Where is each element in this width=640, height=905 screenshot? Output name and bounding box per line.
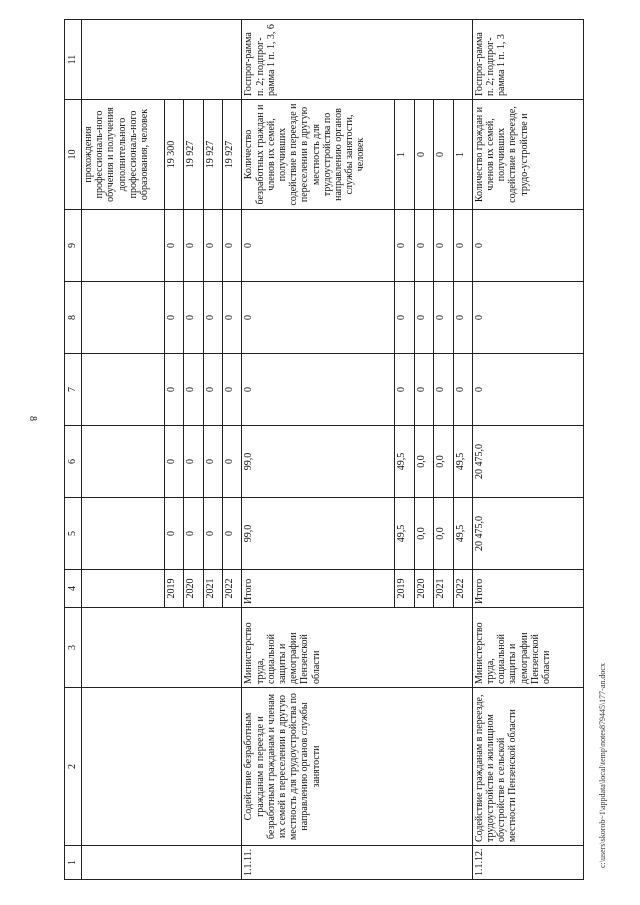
table-row: 2021 0,0 0,0 0 0 0 0: [434, 20, 453, 880]
col-header-7: 7: [65, 354, 82, 426]
col-header-8: 8: [65, 282, 82, 354]
col-header-2: 2: [65, 688, 82, 846]
table-row: 2019 49,5 49,5 0 0 0 1: [395, 20, 414, 880]
activity-name: Содействие гражданам в переезде, трудоустройстве и жилищном обустройстве в сельской местности Пензенской области: [472, 688, 583, 846]
table-row: 2022 0 0 0 0 0 19 927: [223, 20, 242, 880]
program-reference: Госпрог-рамма п. 2; подпрог-рамма 1 п. 1, 3: [472, 20, 583, 100]
row-1-1-12-total: 1.1.12. Содействие гражданам в переезде, трудоустройстве и жилищном обустройстве в сельской местности Пензенской области Министерство труда, социальной защиты и демографии Пензенской области Итого 20 475,0 20 475,0 0 0 0 Количество граждан и членов их семей, получивших содействие в переезде, трудо-устройстве и Госпрог-рамма п. 2; подпрог-рамма 1 п. 1, 3: [472, 20, 583, 880]
indicator: Количество безработных граждан и членов их семей, получивших содействие в переезде и переселении в другую местность для трудоустройства по направлению органов службы занятости, человек: [242, 100, 395, 210]
program-reference: Госпрог-рамма п. 2; подпрог-рамма 1 п. 1, 3, 6: [242, 20, 472, 100]
column-number-row: [65, 20, 82, 880]
row-number: 1.1.12.: [472, 846, 583, 880]
table-row: 2021 0 0 0 0 0 19 927: [203, 20, 222, 880]
col-header-6: 6: [65, 426, 82, 498]
table-row: 2022 49,5 49,5 0 0 0 1: [453, 20, 472, 880]
row-1-1-11-total: 1.1.11. Содействие безработным гражданам в переезде и безработным гражданам и членам их семей в переселении в другую местность для трудоустройства по направлению органов службы занятости Министерство труда, социальной защиты и демографии Пензенской области Итого 99,0 99,0 0 0 0 Количество безработных граждан и членов их семей, получивших содействие в переезде и переселении в другую местность для трудоустройства по направлению органов службы занятости, человек Госпрог-рамма п. 2; подпрог-рамма 1 п. 1, 3, 6: [242, 20, 395, 880]
activity-name: Содействие безработным гражданам в переезде и безработным гражданам и членам их семей в переселении в другую местность для трудоустройства по направлению органов службы занятости: [242, 688, 472, 846]
col-header-5: 5: [65, 498, 82, 570]
page-number: 8: [27, 416, 38, 421]
executor: Министерство труда, социальной защиты и демографии Пензенской области: [242, 608, 472, 688]
table-row: 2020 0 0 0 0 0 19 927: [184, 20, 203, 880]
footer-file-path: c:\users\skorob~1\appdata\local\temp\notes879445\177-an.docx: [598, 663, 607, 868]
col-header-4: 4: [65, 570, 82, 608]
indicator: Количество граждан и членов их семей, получивших содействие в переезде, трудо-устройстве и: [472, 100, 583, 210]
table-row: 2019 0 0 0 0 0 19 300: [165, 20, 184, 880]
col-header-11: 11: [65, 20, 82, 100]
col-header-3: 3: [65, 608, 82, 688]
row-number: 1.1.11.: [242, 846, 472, 880]
rotated-table-container: [64, 20, 584, 880]
col-header-9: 9: [65, 210, 82, 282]
carry-indicator: прохождения профессиональ-ного обучения и получения дополнительного профессиональ-ного образования, человек: [82, 100, 165, 210]
program-activities-table: [64, 19, 584, 880]
col-header-10: 10: [65, 100, 82, 210]
carry-row: [82, 20, 165, 880]
col-header-1: 1: [65, 846, 82, 880]
table-row: 2020 0,0 0,0 0 0 0 0: [414, 20, 433, 880]
executor: Министерство труда, социальной защиты и демографии Пензенской области: [472, 608, 583, 688]
